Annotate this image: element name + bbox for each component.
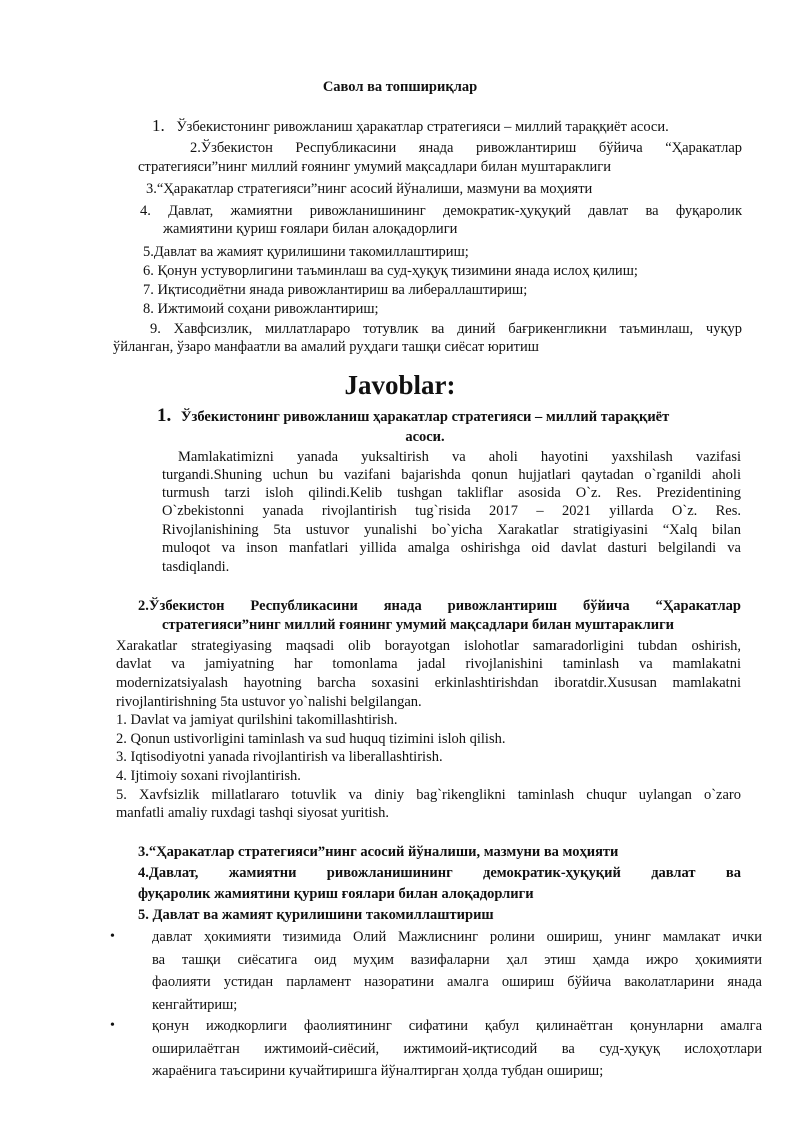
answer-1-heading-line-1: Ўзбекистонинг ривожланиш ҳаракатлар стратегияси – миллий тараққиёт <box>180 409 670 425</box>
question-5: 5.Давлат ва жамият қурилишини такомиллаштириш; <box>143 244 469 260</box>
bullet-line: жараёнига таъсирини кучайтиришга йўналтирган ҳолда тубдан ошириш; <box>152 1063 604 1079</box>
bullet-line: фаолияти устидан парламент назоратини амалга ошириш бўйича ваколатларини янада <box>152 974 762 990</box>
bullet-line: оширилаётган ижтимоий-сиёсий, ижтимоий-иқтисодий ва суд-ҳуқуқ ислоҳотлари <box>152 1040 762 1057</box>
question-4-line-1: 4. Давлат, жамиятни ривожланишининг демократик-ҳуқуқий давлат ва фуқаролик <box>140 203 742 219</box>
question-1 <box>152 117 669 136</box>
question-7: 7. Иқтисодиётни янада ривожлантириш ва либераллаштириш; <box>143 282 528 298</box>
bullet-line: кенгайтириш; <box>152 996 238 1013</box>
answer-2-paragraph-line: rivojlantirishning 5ta ustuvor yo`nalishi belgilangan. <box>116 694 422 710</box>
bullet-icon: • <box>110 929 115 944</box>
question-8: 8. Ижтимоий соҳани ривожлантириш; <box>143 301 379 317</box>
questions-title: Савол ва топшириқлар <box>322 79 478 95</box>
answer-1-paragraph-line: tasdiqlandi. <box>162 559 230 575</box>
list-item: 2. Qonun ustivorligini taminlash va sud huquq tizimini isloh qilish. <box>116 731 506 747</box>
answer-1-heading-line-2: асоси. <box>405 429 445 445</box>
answer-4-heading-line-2: фуқаролик жамиятини қуриш ғоялари билан алоқадорлиги <box>138 886 534 902</box>
answer-3-heading: 3.“Ҳаракатлар стратегияси”нинг асосий йўналиши, мазмуни ва моҳияти <box>138 844 619 860</box>
answer-4-heading-line-1: 4.Давлат, жамиятни ривожланишининг демократик-ҳуқуқий давлат ва <box>138 865 741 881</box>
bullet-line: ва ташқи сиёсатига оид муҳим вазифаларни ҳал этиш ҳамда ижро ҳокимияти <box>152 951 762 968</box>
answer-1-paragraph-line: Mamlakatimizni yanada yuksaltirish va aholi hayotini yaxshilash vazifasi <box>178 449 741 465</box>
bullet-icon: • <box>110 1018 115 1033</box>
answer-1-paragraph-line: turgandi.Shuning uchun bu vazifani bajarishda qonun hujjatlari qaytadan o`rganildi aholi <box>162 467 741 483</box>
answer-2-heading-line-2: стратегияси”нинг миллий ғоянинг умумий мақсадлари билан муштараклиги <box>162 617 675 633</box>
list-item: 4. Ijtimoiy soxani rivojlantirish. <box>116 768 301 784</box>
list-item-continuation: manfatli amaliy ruxdagi tashqi siyosat yuritish. <box>116 805 390 821</box>
answer-1-paragraph-line: muloqot va inson manfatlari yillida amalga oshirishga oid davlat dasturi belgilandi va <box>162 540 741 556</box>
list-item: 1. Davlat va jamiyat qurilshini takomillashtirish. <box>116 712 398 728</box>
list-item: 3. Iqtisodiyotni yanada rivojlantirish va liberallashtirish. <box>116 749 443 765</box>
question-2-line-2: стратегияси”нинг миллий ғоянинг умумий мақсадлари билан муштараклиги <box>138 159 611 175</box>
bullet-item <box>110 1015 762 1083</box>
answer-1-paragraph-line: O`zbekistonni yanada rivojlantirish tug`risida 2017 – 2021 yillarda O`z. Res. <box>162 503 741 519</box>
answer-2-paragraph-line: davlat va jamiyatning har tomonlama jadal rivojlanishini taminlash va mamlakatni <box>116 656 741 672</box>
answer-5-heading: 5. Давлат ва жамият қурилишини такомиллаштириш <box>138 907 494 923</box>
bullet-item <box>110 926 762 1016</box>
list-item: 5. Xavfsizlik millatlararo totuvlik va diniy bag`rikenglikni taminlash chuqur uylangan o`zaro <box>116 787 741 803</box>
question-4-line-2: жамиятини қуриш ғоялари билан алоқадорлиги <box>163 221 458 237</box>
answer-1-paragraph-line: Rivojlanishining 5ta ustuvor yunalishi bo`yicha Xarakatlar stratigiyasini “Xalq bilan <box>162 522 741 538</box>
answer-2-heading-line-1: 2.Ўзбекистон Республикасини янада ривожлантириш бўйича “Ҳаракатлар <box>138 598 741 614</box>
answer-1-number: 1. <box>157 405 172 426</box>
question-1-text: Ўзбекистонинг ривожланиш ҳаракатлар стратегияси – миллий тараққиёт асоси. <box>176 119 669 135</box>
question-9-line-2: ўйланган, ўзаро манфаатли ва амалий руҳдаги ташқи сиёсат юритиш <box>113 339 539 355</box>
answers-title: Javoblar: <box>344 370 456 400</box>
question-1-number: 1. <box>152 116 165 135</box>
question-2-line-1: 2.Ўзбекистон Республикасини янада ривожлантириш бўйича “Ҳаракатлар <box>190 140 742 156</box>
answer-1-paragraph-line: turmush tarzi isloh qilindi.Kelib tushgan takliflar asosida O`z. Res. Prezidentining <box>162 485 741 501</box>
answer-1-heading <box>157 407 669 426</box>
question-6: 6. Қонун устуворлигини таъминлаш ва суд-ҳуқуқ тизимини янада ислоҳ қилиш; <box>143 263 638 279</box>
bullet-line: давлат ҳокимияти тизимида Олий Мажлиснинг ролини ошириш, унинг мамлакат ички <box>152 929 762 945</box>
question-3: 3.“Ҳаракатлар стратегияси”нинг асосий йўналиши, мазмуни ва моҳияти <box>146 181 593 197</box>
answer-2-paragraph-line: modernizatsiyalash hayotning barcha soxasini erkinlashtirishdan iboratdir.Xususan mamlakatni <box>116 675 741 691</box>
answer-2-paragraph-line: Xarakatlar strategiyasing maqsadi olib borayotgan islohotlar samaradorligini tubdan oshirish, <box>116 638 741 654</box>
question-9-line-1: 9. Хавфсизлик, миллатлараро тотувлик ва диний бағрикенгликни таъминлаш, чуқур <box>150 321 742 337</box>
bullet-line: қонун ижодкорлиги фаолиятининг сифатини қабул қилинаётган қонунларни амалга <box>152 1018 762 1034</box>
